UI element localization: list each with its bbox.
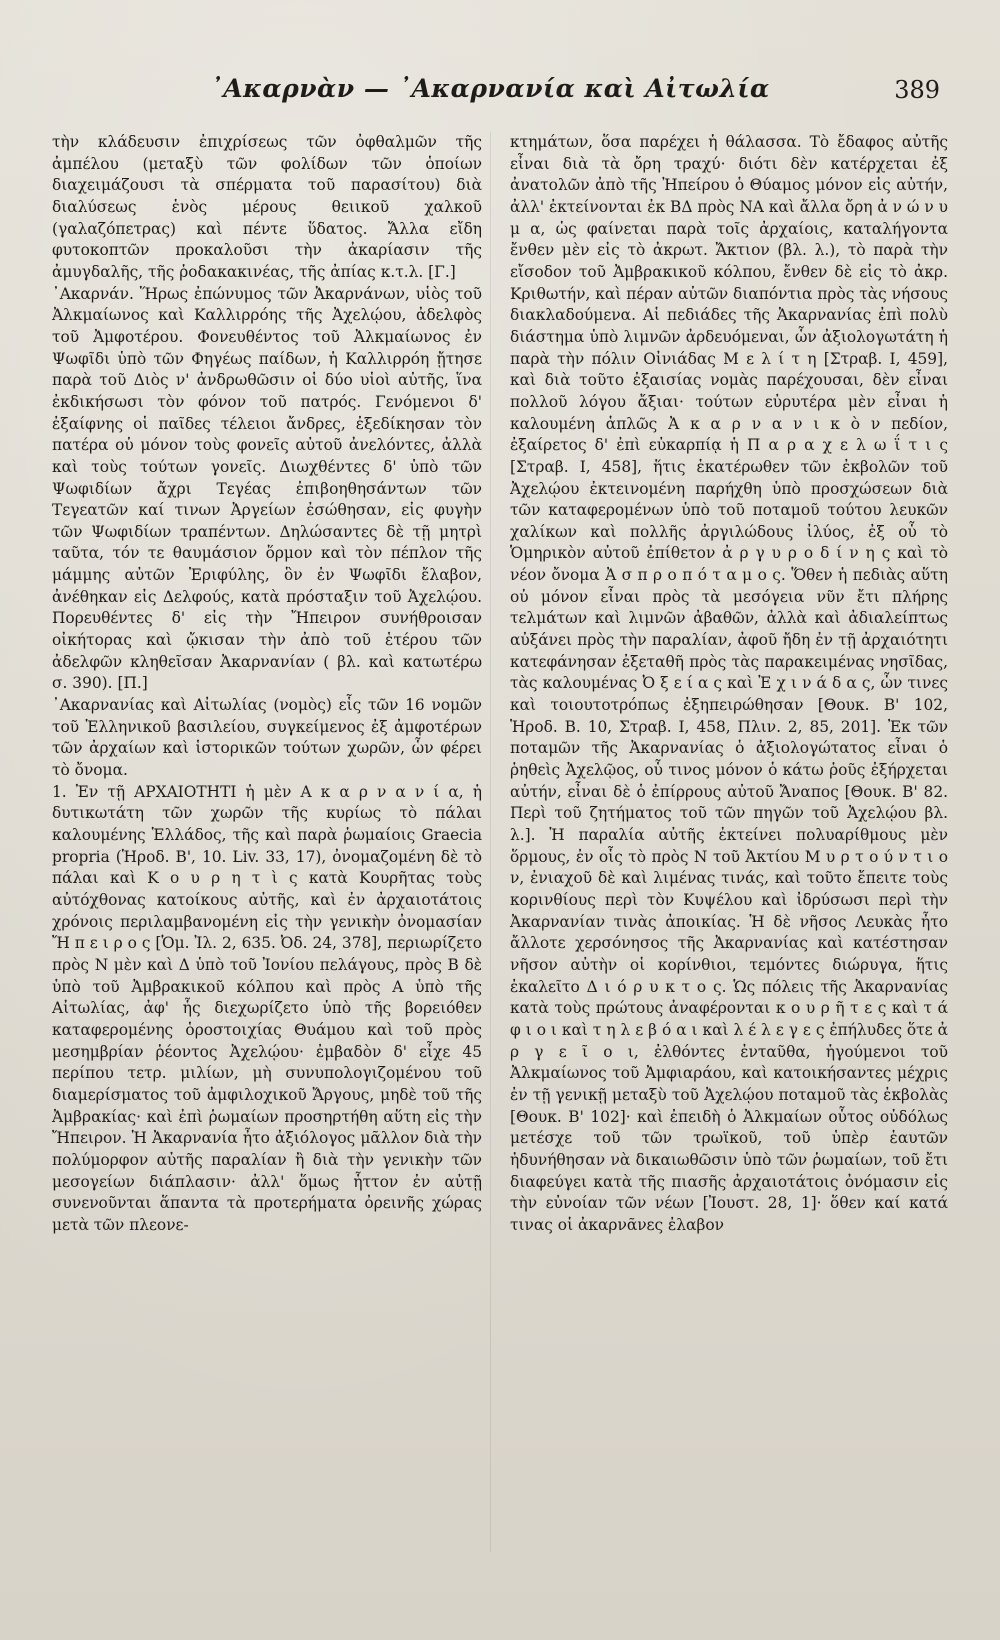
- paragraph-akariasis-end: τὴν κλάδευσιν ἐπιχρίσεως τῶν ὀφθαλμῶν τῆς ἀμπέλου (μεταξὺ τῶν φολίδων τῶν ὁποίων διαχειμάζουσι τὰ σπέρματα τοῦ παρασίτου) διὰ διαλύσεως ἑνὸς μέρους θειικοῦ χαλκοῦ (γαλαζόπετρας) καὶ πέντε ὕδατος. Ἄλλα εἴδη φυτοκοπτῶν προκαλοῦσι τὴν ἀκαρίασιν τῆς ἀμυγδαλῆς, τῆς ῥοδακακινέας, τῆς ἀπίας κ.τ.λ. [Γ.]: [52, 133, 482, 281]
- paragraph-geography: κτημάτων, ὅσα παρέχει ἡ θάλασσα. Τὸ ἔδαφος αὐτῆς εἶναι διὰ τὰ ὄρη τραχύ· διότι δὲν κατέρχεται ἐξ ἀνατολῶν ἀπὸ τῆς Ἠπείρου ὁ Θύαμος μόνον εἰς αὐτήν, ἀλλ' ἐκτείνονται ἐκ ΒΔ πρὸς ΝΑ καὶ ἄλλα ὄρη ἀ ν ώ ν υ μ α, ὡς φαίνεται παρὰ τοῖς ἀρχαίοις, καταλήγοντα ἔνθεν μὲν εἰς τὸ ἀκρωτ. Ἄκτιον (βλ. λ.), τὸ παρὰ τὴν εἴσοδον τοῦ Ἀμβρακικοῦ κόλπου, ἔνθεν δὲ εἰς τὸ ἀκρ. Κριθωτήν, καὶ πέραν αὐτῶν διαπόντια πρὸς τὰς νήσους διακλαδούμενα. Αἱ πεδιάδες τῆς Ἀκαρνανίας ἐπὶ πολὺ διάστημα ὑπὸ λιμνῶν ἀρδευόμεναι, ὧν ἀξιολογωτάτη ἡ παρὰ τὴν πόλιν Οἰνιάδας Μ ε λ ί τ η [Στραβ. Ι, 459], καὶ διὰ τοῦτο ἐξαισίας νομὰς παρέχουσαι, δὲν εἶναι πολλοῦ λόγου ἄξιαι· τούτων εὐρυτέρα μὲν εἶναι ἡ καλουμένη ἁπλῶς Ἀ κ α ρ ν α ν ι κ ὸ ν πεδίον, ἐξαίρετος δ' ἐπὶ εὐκαρπίᾳ ἡ Π α ρ α χ ε λ ω ΐ τ ι ς [Στραβ. Ι, 458], ἥτις ἑκατέρωθεν τῶν ἐκβολῶν τοῦ Ἀχελῴου ἐκτεινομένη παρήχθη ὑπὸ προσχώσεων διὰ τῶν καταφερομένων ὑπὸ τοῦ ποταμοῦ τούτου λευκῶν χαλίκων καὶ πολλῆς ἀργιλώδους ἰλύος, ἐξ οὗ τὸ Ὁμηρικὸν αὐτοῦ ἐπίθετον ἀ ρ γ υ ρ ο δ ί ν η ς καὶ τὸ νέον ὄνομα Ἀ σ π ρ ο π ό τ α μ ο ς. Ὅθεν ἡ πεδιὰς αὕτη οὐ μόνον εἶναι πρὸς τὰ μεσόγεια νῦν ἔτι πλήρης τελμάτων καὶ λιμνῶν ἀβαθῶν, ἀλλὰ καὶ ἀδιαλείπτως αὐξάνει πρὸς τὴν παραλίαν, ἀφοῦ ἤδη ἐν τῇ ἀρχαιότητι κατεφάνησαν ἐξεταθῆ πρὸς τὰς παρακειμένας νησῖδας, τὰς καλουμένας Ὀ ξ ε ί α ς καὶ Ἐ χ ι ν ά δ α ς, ὧν τινες καὶ τοιουτοτρόπως ἐξηπειρώθησαν [Θουκ. Β' 102, Ἡροδ. Β. 10, Στραβ. Ι, 458, Πλιν. 2, 85, 201]. Ἐκ τῶν ποταμῶν τῆς Ἀκαρνανίας ὁ ἀξιολογώτατος εἶναι ὁ ῥηθεὶς Ἀχελῷος, οὗ τινος μόνον ὁ κάτω ῥοῦς ἐξήρχεται αὐτήν, εἶναι δὲ ὁ ἐπίρρους αὐτοῦ Ἄναπος [Θουκ. Β' 82. Περὶ τοῦ ζητήματος τοῦ τῶν πηγῶν τοῦ Ἀχελῴου βλ. λ.]. Ἡ παραλία αὐτῆς ἐκτείνει πολυαρίθμους μὲν ὅρμους, ἐν οἷς τὸ πρὸς Ν τοῦ Ἀκτίου Μ υ ρ τ ο ύ ν τ ι ο ν, ἐνιαχοῦ δὲ καὶ λιμένας τινάς, καὶ τοῦτο ἔπειτε τοὺς κορινθίους περὶ τὸν Κυψέλου καὶ ἰδρύσωσι περὶ τὴν Ἀκαρνανίαν τινὰς ἀποικίας. Ἡ δὲ νῆσος Λευκὰς ἦτο ἄλλοτε χερσόνησος τῆς Ἀκαρνανίας καὶ κατέστησαν νῆσον αὐτὴν οἱ κορίνθιοι, τεμόντες διώρυγα, ἥτις ἐκαλεῖτο Δ ι ό ρ υ κ τ ο ς. Ὡς πόλεις τῆς Ἀκαρνανίας κατὰ τοὺς πρώτους ἀναφέρονται κ ο υ ρ ῆ τ ε ς καὶ τ ά φ ι ο ι καὶ τ η λ ε β ό α ι καὶ λ έ λ ε γ ε ς ἐπήλυδες ὅτε ἀ ρ γ ε ῖ ο ι, ἐλθόντες ἐνταῦθα, ἡγούμενοι τοῦ Ἀλκμαίωνος τοῦ Ἀμφιαράου, καὶ κατοικήσαντες μέχρις ἐν τῇ γενικῇ μεταξὺ τοῦ Ἀχελῴου ποταμοῦ τὰς ἐκβολὰς [Θουκ. Β' 102]· καὶ ἐπειδὴ ὁ Ἀλκμαίων οὗτος οὐδόλως μετέσχε τοῦ τῶν τρωϊκοῦ, τοῦ ὑπὲρ ἑαυτῶν ἠδυνήθησαν νὰ δικαιωθῶσιν ὑπὸ τῶν ῥωμαίων, τοῦ ἔτι διαφεύγει κατὰ τῆς πιασῆς ἀρχαιοτάτοις ὀνόμασιν εἰς τὴν εὐνοίαν τῶν νέων [Ἰουστ. 28, 1]· ὅθεν καί κατά τινας οἱ ἀκαρνᾶνες ἐλαβον: [510, 133, 949, 1234]
- page-number: 389: [894, 76, 940, 104]
- paragraph-antiquity: 1. Ἐν τῇ ΑΡΧΑΙΟΤΗΤΙ ἡ μὲν Α κ α ρ ν α ν ί α, ἡ δυτικωτάτη τῶν χωρῶν τῆς κυρίως τὸ πάλαι καλουμένης Ἑλλάδος, τῆς καὶ παρὰ ῥωμαίοις Graecia propria (Ἡροδ. Β', 10. Liv. 33, 17), ὀνομαζομένη δὲ τὸ πάλαι καὶ Κ ο υ ρ η τ ὶ ς κατὰ Κουρῆτας τοὺς αὐτόχθονας κατοίκους αὐτῆς, καὶ ἐν ἀρχαιοτάτοις χρόνοις περιλαμβανομένη εἰς τὴν γενικὴν ὀνομασίαν Ἤ π ε ι ρ ο ς [Ὁμ. Ἰλ. 2, 635. Ὀδ. 24, 378], περιωρίζετο πρὸς Ν μὲν καὶ Δ ὑπὸ τοῦ Ἰονίου πελάγους, πρὸς Β δὲ ὑπὸ τοῦ Ἀμβρακικοῦ κόλπου καὶ πρὸς Α ὑπὸ τῆς Αἰτωλίας, ἀφ' ἧς διεχωρίζετο ὑπὸ τῆς βορειόθεν καταφερομένης ὁροστοιχίας Θυάμου καὶ τοῦ πρὸς μεσημβρίαν ῥέοντος Ἀχελῴου· ἐμβαδὸν δ' εἶχε 45 περίπου τετρ. μιλίων, μὴ συνυπολογιζομένου τοῦ διαμερίσματος τοῦ ἀμφιλοχικοῦ Ἄργους, μηδὲ τοῦ τῆς Ἀμβρακίας· καὶ ἐπὶ ῥωμαίων προσηρτήθη αὕτη εἰς τὴν Ἤπειρον. Ἡ Ἀκαρνανία ἦτο ἀξιόλογος μᾶλλον διὰ τὴν πολύμορφον αὐτῆς παραλίαν ἢ διὰ τὴν γενικὴν τῶν μεσογείων διάπλασιν· ἀλλ' ὅμως ἧττον ἐν αὐτῇ συνενοῦνται ἅπαντα τὰ προτερήματα ὀρεινῆς χώρας μετὰ τῶν πλεονε-: [52, 782, 482, 1234]
- running-title: ᾿Ακαρνὰν — ᾿Ακαρνανία καὶ Αἰτωλία: [210, 74, 770, 103]
- column-divider: [490, 132, 491, 1552]
- right-column: [510, 132, 948, 1236]
- paragraph-nomos-heading: ᾿Ακαρνανίας καὶ Αἰτωλίας (νομὸς) εἷς τῶν 16 νομῶν τοῦ Ἑλληνικοῦ βασιλείου, συγκείμενος ἐξ ἀμφοτέρων τῶν ἀρχαίων καὶ ἱστορικῶν τούτων χωρῶν, ὧν φέρει τὸ ὄνομα.: [52, 696, 482, 780]
- paragraph-akarnan: ᾿Ακαρνάν. Ἥρως ἐπώνυμος τῶν Ἀκαρνάνων, υἱὸς τοῦ Ἀλκμαίωνος καὶ Καλλιρρόης τῆς Ἀχελῴου, ἀδελφὸς τοῦ Ἀμφοτέρου. Φονευθέντος τοῦ Ἀλκμαίωνος ἐν Ψωφῖδι ὑπὸ τῶν Φηγέως παίδων, ἡ Καλλιρρόη ᾔτησε παρὰ τοῦ Διὸς ν' ἀνδρωθῶσιν οἱ δύο υἱοὶ αὐτῆς, ἵνα ἐκδικήσωσι τὸν φόνον τοῦ πατρός. Γενόμενοι δ' ἐξαίφνης οἱ παῖδες τέλειοι ἄνδρες, ἐξεδίκησαν τὸν πατέρα οὐ μόνον τοὺς φονεῖς αὐτοῦ ἀνελόντες, ἀλλὰ καὶ τοὺς τούτων γονεῖς. Διωχθέντες δ' ὑπὸ τῶν Ψωφιδίων ἄχρι Τεγέας ἐπιβοηθησάντων τῶν Τεγεατῶν καί τινων Ἀργείων ἐσώθησαν, εἰς φυγὴν τῶν Ψωφιδίων τραπέντων. Δηλώσαντες δὲ τῇ μητρὶ ταῦτα, τόν τε θαυμάσιον ὅρμον καὶ τὸν πέπλον τῆς μάμμης αὐτῶν Ἐριφύλης, ὃν ἐν Ψωφῖδι ἔλαβον, ἀνέθηκαν εἰς Δελφούς, κατὰ πρόσταξιν τοῦ Ἀχελῴου. Πορευθέντες δ' εἰς τὴν Ἤπειρον συνήθροισαν οἰκήτορας καὶ ᾤκισαν τὴν ἀπὸ τοῦ ἑτέρου τῶν ἀδελφῶν κληθεῖσαν Ἀκαρνανίαν ( βλ. καὶ κατωτέρω σ. 390). [Π.]: [52, 284, 482, 693]
- left-column: [52, 132, 482, 1236]
- page-header: [40, 68, 940, 108]
